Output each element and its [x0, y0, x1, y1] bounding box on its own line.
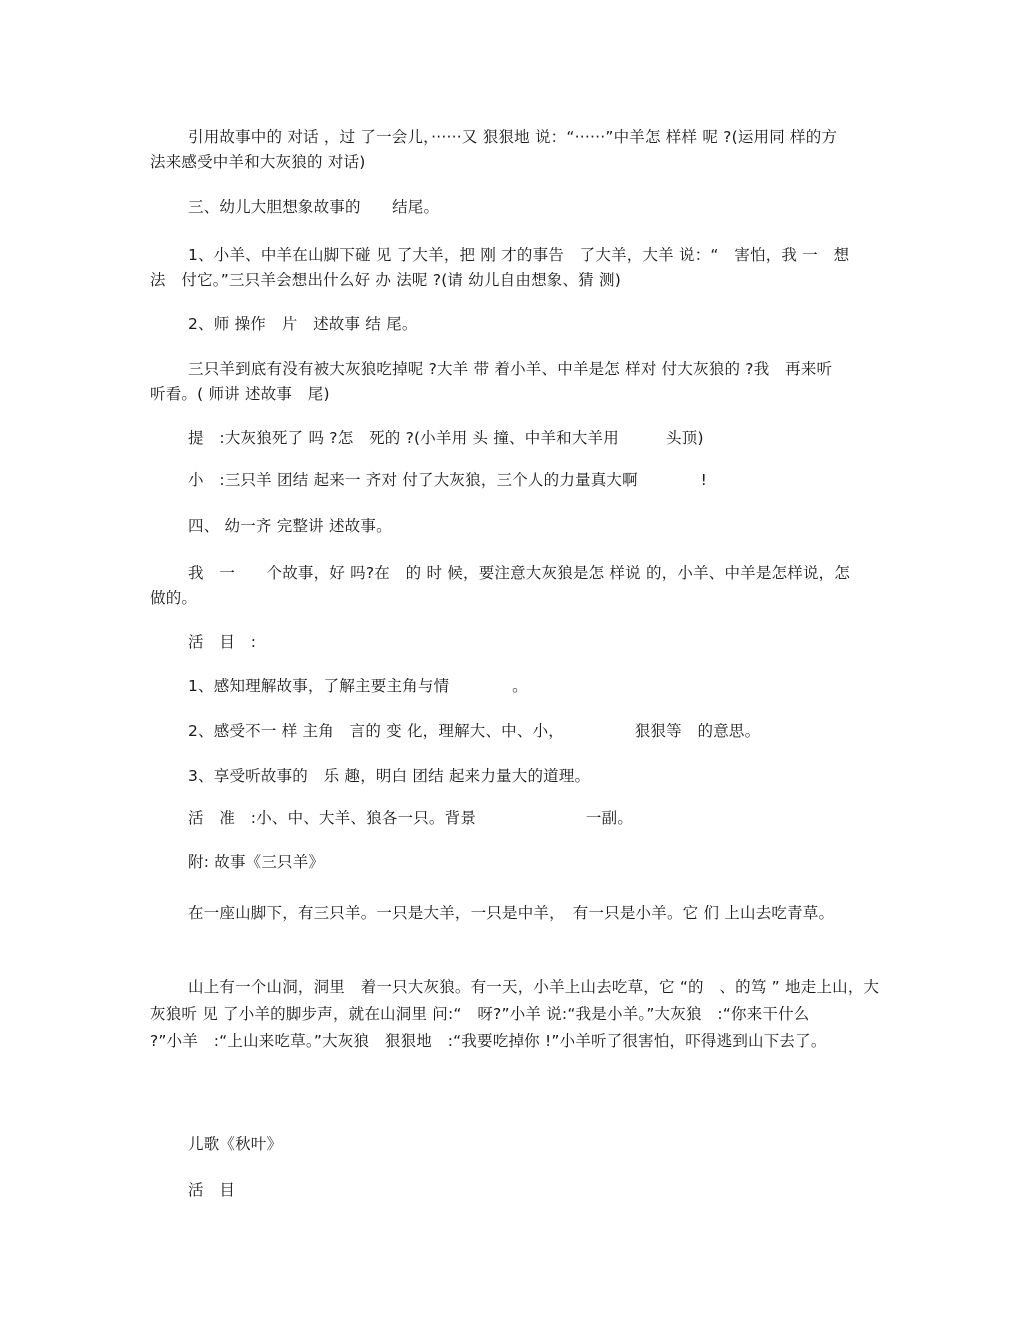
section-heading: 儿歌《秋叶》 — [188, 1135, 283, 1153]
list-item: 1、感知理解故事，了解主要主角与情 。 — [188, 677, 528, 695]
paragraph-line: 附: 故事《三只羊》 — [188, 853, 325, 871]
section-heading: 三、幼儿大胆想象故事的 结尾。 — [188, 198, 440, 216]
section-heading: 四、 幼一齐 完整讲 述故事。 — [188, 517, 392, 535]
paragraph-line: 1、小羊、中羊在山脚下碰 见 了大羊，把 刚 才的事告 了大羊，大羊 说：“ 害怕，我 一 想 — [188, 246, 850, 264]
paragraph-line: 在一座山脚下，有三只羊。一只是大羊，一只是中羊， 有一只是小羊。它 们 上山去吃青草。 — [188, 904, 835, 922]
section-heading: 活 目 — [188, 1181, 236, 1199]
paragraph-line: 三只羊到底有没有被大灰狼吃掉呢 ?大羊 带 着小羊、中羊是怎 样对 付大灰狼的 ?我 再来听 — [188, 360, 833, 378]
paragraph-line: 小 :三只羊 团结 起来一 齐对 付了大灰狼，三个人的力量真大啊 ! — [188, 471, 708, 489]
paragraph-line: 我 一 个故事，好 吗?在 的 时 候，要注意大灰狼是怎 样说 的，小羊、中羊是怎样说，怎 — [188, 564, 851, 582]
paragraph-line: 法来感受中羊和大灰狼的 对话) — [150, 153, 366, 171]
paragraph-line: 活 准 :小、中、大羊、狼各一只。背景 一副。 — [188, 809, 634, 827]
paragraph-line: 听看。( 师讲 述故事 尾) — [150, 385, 330, 403]
paragraph-line: 引用故事中的 对话 ，过 了一会儿，······又 狠狠地 说：“······”中羊怎 样样 呢 ?(运用同 样的方 — [188, 128, 838, 146]
paragraph-line: 做的。 — [150, 589, 198, 607]
paragraph-line: 山上有一个山洞，洞里 着一只大灰狼。有一天，小羊上山去吃草，它 “的 、的笃 ” 地走上山，大 — [188, 978, 880, 996]
paragraph-line: 2、师 操作 片 述故事 结 尾。 — [188, 315, 418, 333]
list-item: 2、感受不一 样 主角 言的 变 化，理解大、中、小， 狠狠等 的意思。 — [188, 722, 761, 740]
paragraph-line: 法 付它。”三只羊会想出什么好 办 法呢 ?(请 幼儿自由想象、猜 测) — [150, 271, 621, 289]
paragraph-line: 提 :大灰狼死了 吗 ?怎 死的 ?(小羊用 头 撞、中羊和大羊用 头顶) — [188, 429, 704, 447]
list-item: 3、享受听故事的 乐 趣，明白 团结 起来力量大的道理。 — [188, 767, 591, 785]
paragraph-line: 灰狼听 见 了小羊的脚步声，就在山洞里 问:“ 呀?”小羊 说:“我是小羊。”大灰狼 :“你来干什么 — [150, 1005, 810, 1023]
paragraph-line: ?”小羊 :“上山来吃草。”大灰狼 狠狠地 :“我要吃掉你 !”小羊听了很害怕，吓得逃到山下去了。 — [150, 1032, 827, 1050]
section-heading: 活 目 : — [188, 633, 257, 651]
